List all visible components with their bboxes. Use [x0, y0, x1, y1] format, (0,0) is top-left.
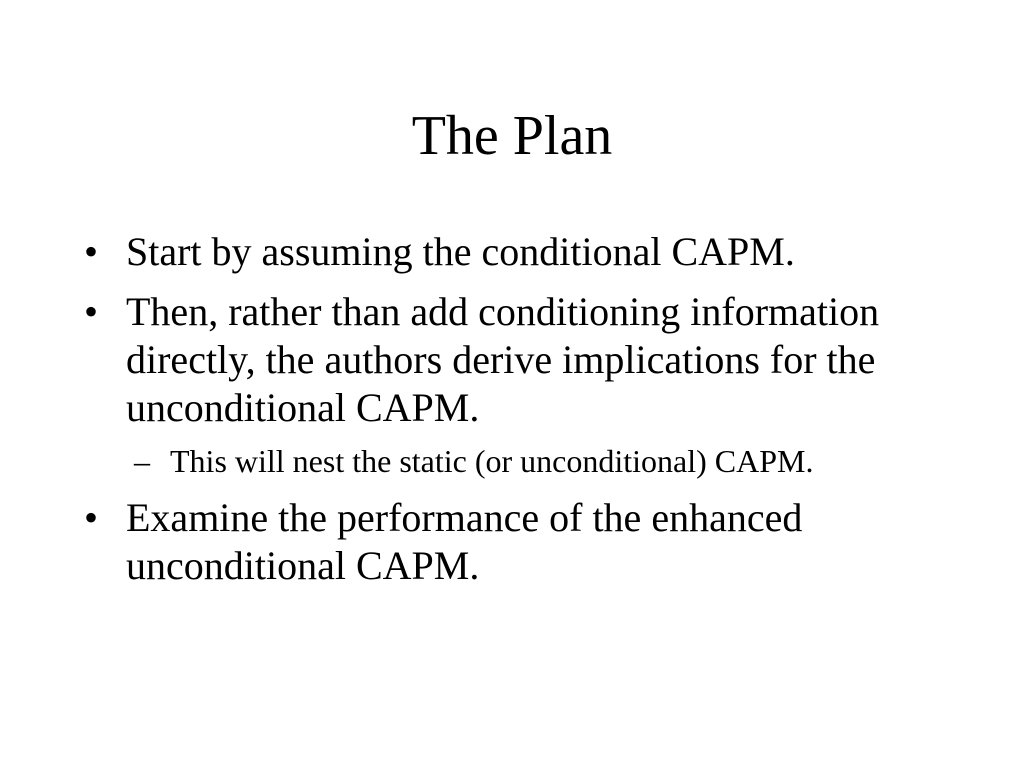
bullet-item	[84, 288, 984, 432]
bullet-item	[84, 228, 984, 276]
slide-title: The Plan	[411, 105, 613, 167]
sub-bullet-text: This will nest the static (or unconditional) CAPM.	[170, 443, 814, 479]
bullet-item	[84, 494, 984, 590]
bullet-text: Then, rather than add conditioning information directly, the authors derive implications for the unconditional CAPM.	[126, 289, 880, 430]
sub-bullet-marker: –	[134, 443, 150, 479]
bullet-marker: •	[84, 289, 99, 334]
bullet-text: Examine the performance of the enhanced unconditional CAPM.	[126, 495, 803, 588]
bullet-marker: •	[84, 229, 99, 274]
sub-bullet-item	[84, 442, 984, 480]
bullet-text: Start by assuming the conditional CAPM.	[126, 229, 795, 274]
bullet-list	[84, 228, 984, 602]
bullet-marker: •	[84, 495, 99, 540]
